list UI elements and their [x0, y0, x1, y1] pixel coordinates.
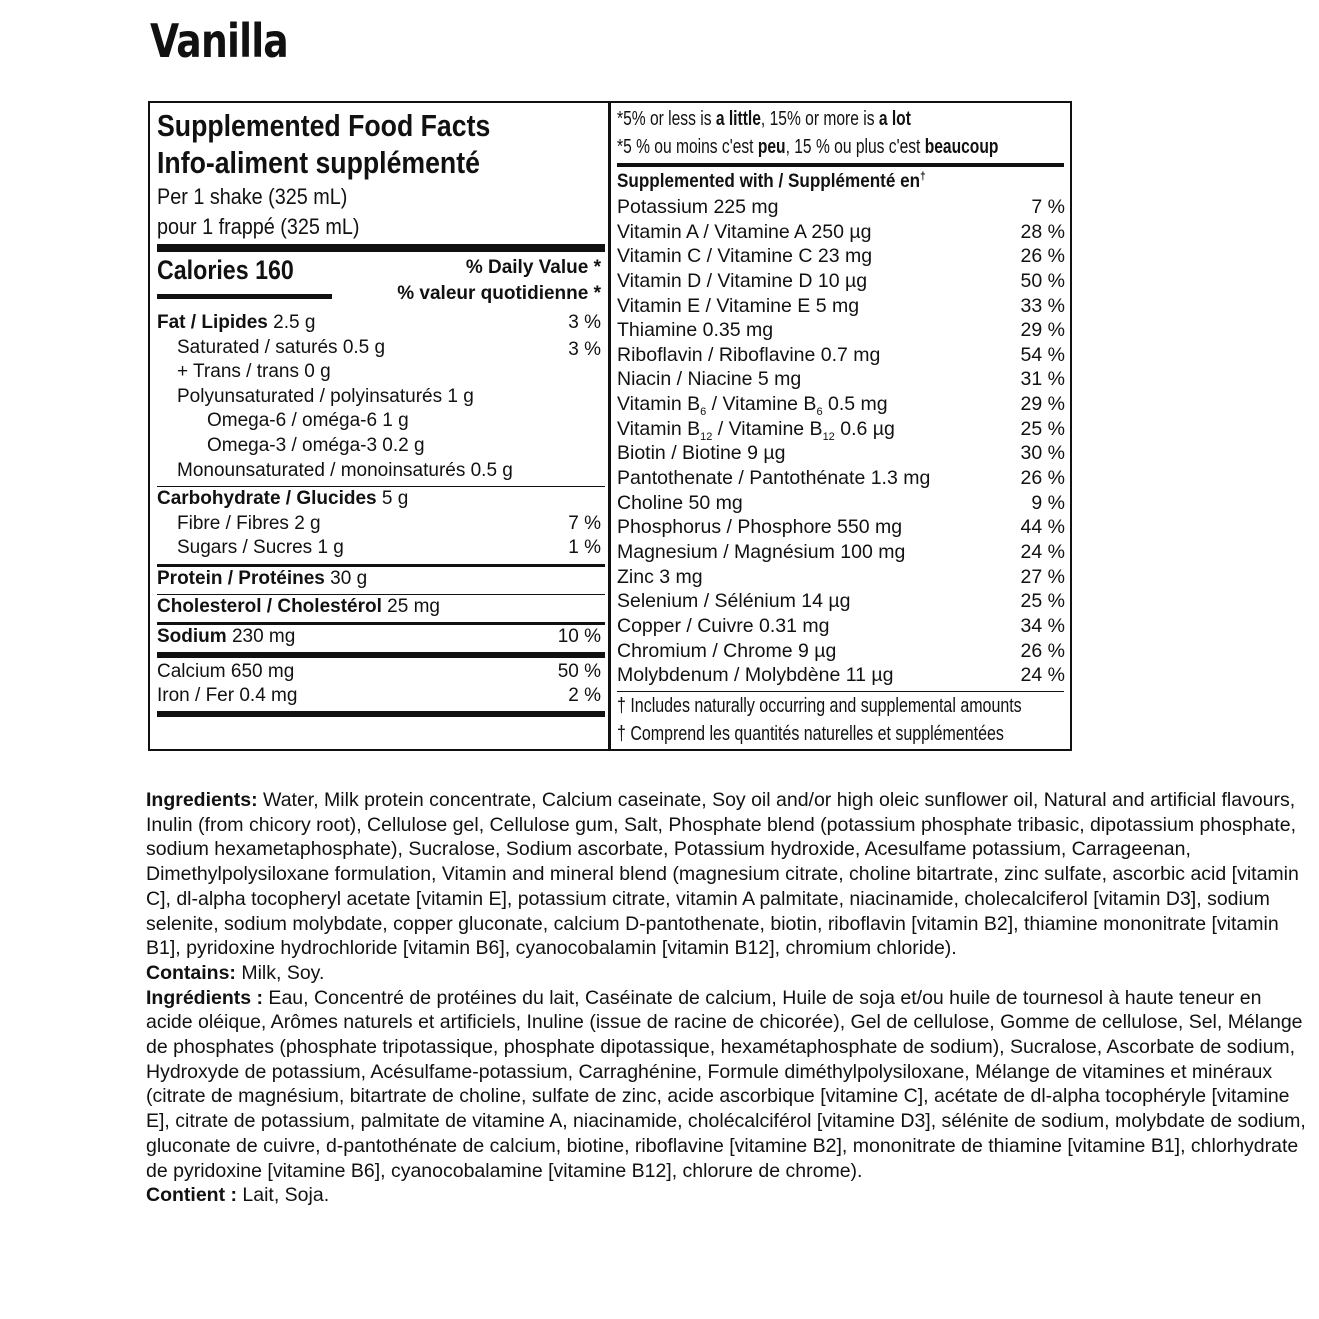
supplement-row	[617, 614, 1069, 639]
supplement-row	[617, 441, 1069, 466]
supplement-pct: 31 %	[1020, 368, 1065, 391]
cholesterol-row	[157, 595, 605, 620]
supplement-row	[617, 220, 1069, 245]
supplement-label: Vitamin E / Vitamine E 5 mg	[617, 294, 860, 317]
supplement-list	[617, 195, 1069, 392]
facts-left-column	[157, 107, 605, 717]
iron-row	[157, 684, 605, 709]
supplement-row	[617, 540, 1069, 565]
supplement-label: Thiamine 0.35 mg	[617, 319, 774, 342]
daily-value-header	[397, 255, 601, 307]
thick-rule	[617, 163, 1064, 167]
cholesterol-label: Cholesterol / Cholestérol	[157, 595, 382, 617]
column-divider	[608, 103, 611, 749]
saturated-label: Saturated / saturés 0.5 g	[177, 336, 386, 358]
percent-note-en: *5% or less is a little, 15% or more is a lot	[617, 108, 911, 130]
ingredients-section	[146, 788, 1306, 1208]
protein-amount: 30 g	[324, 567, 368, 589]
supplement-label: Copper / Cuivre 0.31 mg	[617, 614, 830, 637]
supplement-label: Molybdenum / Molybdène 11 µg	[617, 664, 894, 687]
supplement-row	[617, 318, 1069, 343]
supplement-row	[617, 515, 1069, 540]
poly-label: Polyunsaturated / polyinsaturés 1 g	[177, 385, 474, 407]
supplement-pct: 26 %	[1020, 245, 1065, 268]
calcium-label: Calcium 650 mg	[157, 660, 295, 682]
supplement-list	[617, 441, 1069, 687]
supplement-pct: 29 %	[1020, 319, 1065, 342]
ingredients-fr: Ingrédients : Eau, Concentré de protéines du lait, Caséinate de calcium, Huile de soja et/ou huile de tournesol à haute teneur en acide oléique, Arômes naturels et artificiels, Inuline (issue de racine de chicorée), Gel de cellulose, Gomme de cellulose, Sel, Mélange de phosphates (phosphate tripotassique, phosphate dipotassique, hexamétaphosphate de sodium), Sucralose, Ascorbate de sodium, Hydroxyde de potassium, Acésulfame-potassium, Carraghénine, Formule diméthylpolysiloxane, Mélange de vitamines et minéraux (citrate de magnésium, bitartrate de choline, sulfate de zinc, acide ascorbique [vitamine C], acétate de dl-alpha tocophéryle [vitamine E], citrate de potassium, palmitate de vitamine A, niacinamide, cholécalciférol [vitamine D3], sélénite de sodium, molybdate de sodium, gluconate de cuivre, d-pantothénate de calcium, biotine, riboflavine [vitamine B2], mononitrate de thiamine [vitamine B1], chlorhydrate de pyridoxine [vitamine B6], cyanocobalamine [vitamine B12], chlorure de chrome).	[146, 986, 1306, 1182]
supplement-pct: 26 %	[1020, 467, 1065, 490]
calories: Calories 160	[157, 255, 294, 285]
supplement-row	[617, 294, 1069, 319]
ingredients-en: Ingredients: Water, Milk protein concentrate, Calcium caseinate, Soy oil and/or high oleic sunflower oil, Natural and artificial flavours, Inulin (from chicory root), Cellulose gel, Cellulose gum, Salt, Phosphate blend (potassium phosphate tribasic, dipotassium phosphate, sodium hexametaphosphate), Sucralose, Sodium ascorbate, Potassium hydroxide, Acesulfame potassium, Carrageenan, Dimethylpolysiloxane formulation, Vitamin and mineral blend (magnesium citrate, choline bitartrate, zinc sulfate, ascorbic acid [vitamin C], dl-alpha tocopheryl acetate [vitamin E], potassium citrate, vitamin A palmitate, niacinamide, cholecalciferol [vitamin D3], sodium selenite, sodium molybdate, copper gluconate, calcium D-pantothenate, biotin, riboflavin [vitamin B2], thiamine mononitrate [vitamin B1], pyridoxine hydrochloride [vitamin B6], cyanocobalamin [vitamin B12], chromium chloride).	[146, 789, 1299, 960]
supplement-pct: 24 %	[1020, 664, 1065, 687]
calories-rule	[157, 294, 332, 299]
saturated-row	[157, 336, 605, 361]
footnote-en: † Includes naturally occurring and supplemental amounts	[617, 694, 1022, 717]
supplement-row	[617, 195, 1069, 220]
supplement-row	[617, 589, 1069, 614]
supplement-label: Biotin / Biotine 9 µg	[617, 442, 786, 465]
sodium-pct: 10 %	[557, 626, 601, 648]
daily-value-en: % Daily Value *	[465, 257, 601, 278]
supplement-row	[617, 565, 1069, 590]
mono-label: Monounsaturated / monoinsaturés 0.5 g	[177, 459, 513, 481]
saturated-pct: 3 %	[568, 338, 601, 360]
supplement-label: Vitamin C / Vitamine C 23 mg	[617, 245, 873, 268]
fibre-label: Fibre / Fibres 2 g	[177, 512, 321, 534]
fibre-row	[157, 512, 605, 537]
supplement-pct: 7 %	[1031, 196, 1065, 218]
supplement-pct: 50 %	[1020, 269, 1065, 292]
protein-label: Protein / Protéines	[157, 567, 325, 589]
thick-rule	[157, 652, 605, 658]
sugars-pct: 1 %	[568, 537, 601, 559]
supplement-pct: 27 %	[1020, 565, 1065, 588]
supplement-label: Chromium / Chrome 9 µg	[617, 639, 837, 662]
sodium-row	[157, 625, 605, 650]
cholesterol-amount: 25 mg	[381, 595, 440, 617]
supplement-label: Niacin / Niacine 5 mg	[617, 368, 802, 391]
contains-en: Contains: Milk, Soy.	[146, 961, 325, 984]
supplement-label: Vitamin D / Vitamine D 10 µg	[617, 269, 868, 292]
supplement-pct: 9 %	[1031, 491, 1065, 514]
supplement-pct: 54 %	[1020, 343, 1065, 366]
contains-fr: Contient : Lait, Soja.	[146, 1184, 330, 1207]
facts-title-fr: Info-aliment supplémenté	[157, 145, 480, 180]
supplement-label: Pantothenate / Pantothénate 1.3 mg	[617, 467, 931, 490]
calcium-row	[157, 660, 605, 685]
omega6-row	[157, 409, 605, 434]
sodium-label: Sodium	[157, 626, 227, 648]
mono-row	[157, 459, 605, 484]
fat-amount: 2.5 g	[267, 312, 316, 333]
fibre-pct: 7 %	[568, 512, 601, 534]
omega6-label: Omega-6 / oméga-6 1 g	[207, 410, 409, 432]
supplement-label: Zinc 3 mg	[617, 565, 703, 588]
trans-label: + Trans / trans 0 g	[177, 361, 331, 383]
carb-label: Carbohydrate / Glucides	[157, 488, 377, 510]
daily-value-fr: % valeur quotidienne *	[397, 283, 601, 304]
trans-row	[157, 360, 605, 385]
iron-pct: 2 %	[568, 685, 601, 707]
protein-row	[157, 567, 605, 592]
percent-note-fr: *5 % ou moins c'est peu, 15 % ou plus c'est beaucoup	[617, 136, 999, 158]
sugars-label: Sugars / Sucres 1 g	[177, 537, 344, 559]
nutrition-facts-panel	[148, 101, 1072, 751]
supplement-row	[617, 466, 1069, 491]
iron-label: Iron / Fer 0.4 mg	[157, 685, 298, 707]
supplement-row	[617, 269, 1069, 294]
supplement-row-b6: Vitamin $B_6$ / Vitamine $B_6$ 0.5 mg 29 %	[617, 393, 1065, 419]
supplement-pct: 26 %	[1020, 639, 1065, 662]
fat-label: Fat / Lipides	[157, 312, 268, 333]
supplement-pct: 44 %	[1020, 516, 1065, 539]
poly-row	[157, 385, 605, 410]
sodium-amount: 230 mg	[226, 626, 296, 648]
supplement-row	[617, 244, 1069, 269]
calcium-pct: 50 %	[557, 660, 601, 682]
supplement-label: Riboflavin / Riboflavine 0.7 mg	[617, 343, 881, 366]
omega3-label: Omega-3 / oméga-3 0.2 g	[207, 434, 425, 456]
supplement-pct: 25 %	[1020, 590, 1065, 613]
calories-block	[157, 252, 605, 311]
supplement-row	[617, 343, 1069, 368]
supplement-row	[617, 639, 1069, 664]
supplement-label: Vitamin A / Vitamine A 250 µg	[617, 220, 872, 243]
supplement-row	[617, 367, 1069, 392]
supplemented-with-heading: Supplemented with / Supplémenté en†	[617, 170, 926, 192]
footnote-fr: † Comprend les quantités naturelles et supplémentées	[617, 722, 1004, 745]
carb-amount: 5 g	[376, 488, 409, 510]
supplement-pct: 33 %	[1020, 294, 1065, 317]
supplements-right-column	[617, 105, 1069, 748]
facts-title-en: Supplemented Food Facts	[157, 108, 491, 143]
thick-rule	[157, 711, 605, 717]
omega3-row	[157, 434, 605, 459]
supplement-label: Choline 50 mg	[617, 491, 743, 514]
fat-row	[157, 311, 605, 336]
supplement-pct: 28 %	[1020, 220, 1065, 243]
thick-rule	[157, 244, 605, 252]
supplement-label: Potassium 225 mg	[617, 196, 779, 218]
carb-row	[157, 487, 605, 512]
sugars-row	[157, 536, 605, 561]
supplement-pct: 30 %	[1020, 442, 1065, 465]
supplement-row-b12: Vitamin $B_{12}$ / Vitamine $B_{12}$ 0.6 µg 25 %	[617, 417, 1065, 443]
supplement-row	[617, 491, 1069, 516]
supplement-pct: 24 %	[1020, 540, 1065, 563]
fat-pct: 3 %	[568, 312, 601, 333]
supplement-label: Phosphorus / Phosphore 550 mg	[617, 516, 903, 539]
supplement-label: Selenium / Sélénium 14 µg	[617, 590, 851, 613]
supplement-row	[617, 663, 1069, 688]
flavor-title: Vanilla	[150, 14, 288, 68]
supplement-pct: 34 %	[1020, 614, 1065, 637]
serving-size-fr: pour 1 frappé (325 mL)	[157, 214, 360, 239]
serving-size-en: Per 1 shake (325 mL)	[157, 184, 348, 209]
supplement-label: Magnesium / Magnésium 100 mg	[617, 540, 906, 563]
